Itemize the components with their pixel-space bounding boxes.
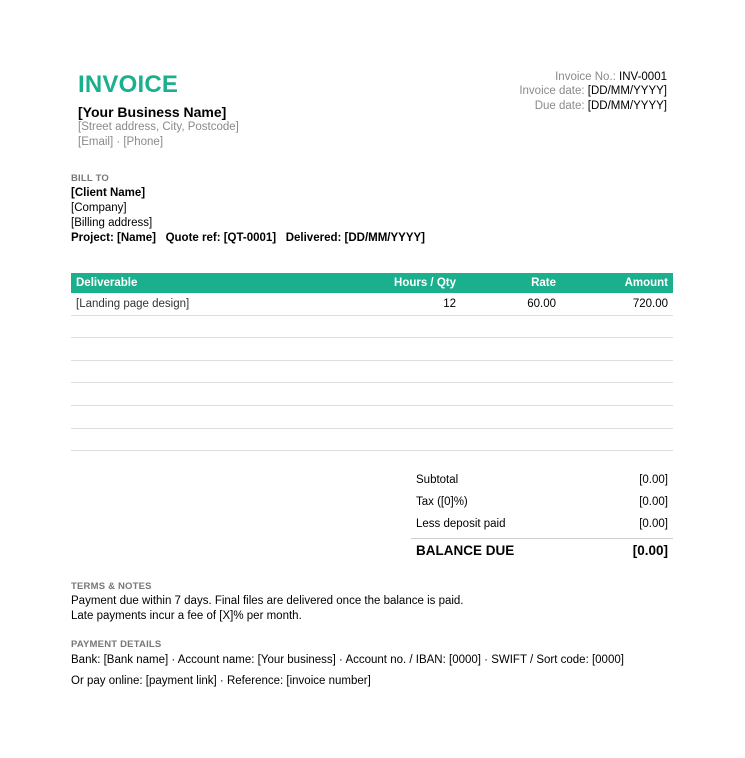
cell-rate (461, 360, 561, 383)
cell-rate (461, 428, 561, 451)
table-row (71, 315, 673, 338)
business-name: [Your Business Name] (78, 104, 227, 120)
cell-rate (461, 315, 561, 338)
balance-due-row (411, 538, 673, 563)
cell-rate (461, 338, 561, 361)
invoice-date-line (519, 85, 667, 97)
table-row (71, 360, 673, 383)
invoice-date-label: Invoice date: (519, 85, 585, 97)
cell-amount (561, 405, 673, 428)
tax-label: Tax ([0]%) (416, 496, 468, 508)
cell-deliverable (71, 428, 361, 451)
invoice-number: INV-0001 (619, 71, 667, 83)
bill-to-label: BILL TO (71, 173, 109, 184)
table-row (71, 383, 673, 406)
terms-label: TERMS & NOTES (71, 581, 152, 592)
invoice-number-label: Invoice No.: (555, 71, 616, 83)
due-date-line (535, 100, 667, 112)
cell-hours-qty (361, 360, 461, 383)
cell-rate (461, 405, 561, 428)
business-contact: [Email] · [Phone] (78, 136, 164, 148)
terms-line-1: Payment due within 7 days. Final files are delivered once the balance is paid. (71, 595, 464, 607)
table-header-row (71, 273, 673, 293)
column-header-rate: Rate (461, 273, 561, 293)
cell-amount (561, 338, 673, 361)
table-row (71, 405, 673, 428)
totals-block (411, 472, 673, 563)
due-date: [DD/MM/YYYY] (587, 100, 667, 112)
cell-hours-qty (361, 383, 461, 406)
deposit-value: [0.00] (639, 518, 668, 530)
column-header-hours-qty: Hours / Qty (361, 273, 461, 293)
invoice-number-line (555, 71, 667, 83)
column-header-deliverable: Deliverable (71, 273, 361, 293)
cell-deliverable (71, 315, 361, 338)
business-address: [Street address, City, Postcode] (78, 121, 239, 133)
balance-due-value: [0.00] (632, 543, 668, 558)
invoice-title: INVOICE (78, 71, 179, 98)
cell-amount: 720.00 (561, 293, 673, 315)
client-company: [Company] (71, 202, 127, 214)
subtotal-row (411, 472, 673, 494)
balance-due-label: BALANCE DUE (416, 543, 515, 558)
due-date-label: Due date: (534, 100, 585, 112)
payment-details-line-1: Bank: [Bank name] · Account name: [Your business] · Account no. / IBAN: [0000] · SWIFT / Sort code: [0000] (71, 654, 624, 666)
cell-hours-qty (361, 428, 461, 451)
cell-rate (461, 383, 561, 406)
terms-line-2: Late payments incur a fee of [X]% per month. (71, 610, 302, 622)
tax-row (411, 494, 673, 516)
table-row (71, 293, 673, 315)
cell-deliverable (71, 338, 361, 361)
column-header-amount: Amount (561, 273, 673, 293)
cell-deliverable (71, 383, 361, 406)
deposit-row (411, 516, 673, 538)
table-row (71, 428, 673, 451)
deposit-label: Less deposit paid (416, 518, 506, 530)
cell-amount (561, 360, 673, 383)
tax-value: [0.00] (639, 496, 668, 508)
cell-hours-qty (361, 405, 461, 428)
cell-rate: 60.00 (461, 293, 561, 315)
cell-hours-qty: 12 (361, 293, 461, 315)
payment-details-line-2: Or pay online: [payment link] · Reference: [invoice number] (71, 675, 371, 687)
cell-deliverable (71, 360, 361, 383)
project-line: Project: [Name] Quote ref: [QT-0001] Delivered: [DD/MM/YYYY] (71, 232, 426, 244)
cell-amount (561, 428, 673, 451)
cell-deliverable: [Landing page design] (71, 293, 361, 315)
cell-hours-qty (361, 338, 461, 361)
table-row (71, 338, 673, 361)
cell-hours-qty (361, 315, 461, 338)
cell-amount (561, 383, 673, 406)
subtotal-value: [0.00] (639, 474, 668, 486)
payment-details-label: PAYMENT DETAILS (71, 639, 162, 650)
subtotal-label: Subtotal (416, 474, 459, 486)
client-name: [Client Name] (71, 187, 146, 199)
invoice-date: [DD/MM/YYYY] (587, 85, 667, 97)
line-items-table (71, 273, 673, 451)
client-address: [Billing address] (71, 217, 153, 229)
cell-deliverable (71, 405, 361, 428)
cell-amount (561, 315, 673, 338)
